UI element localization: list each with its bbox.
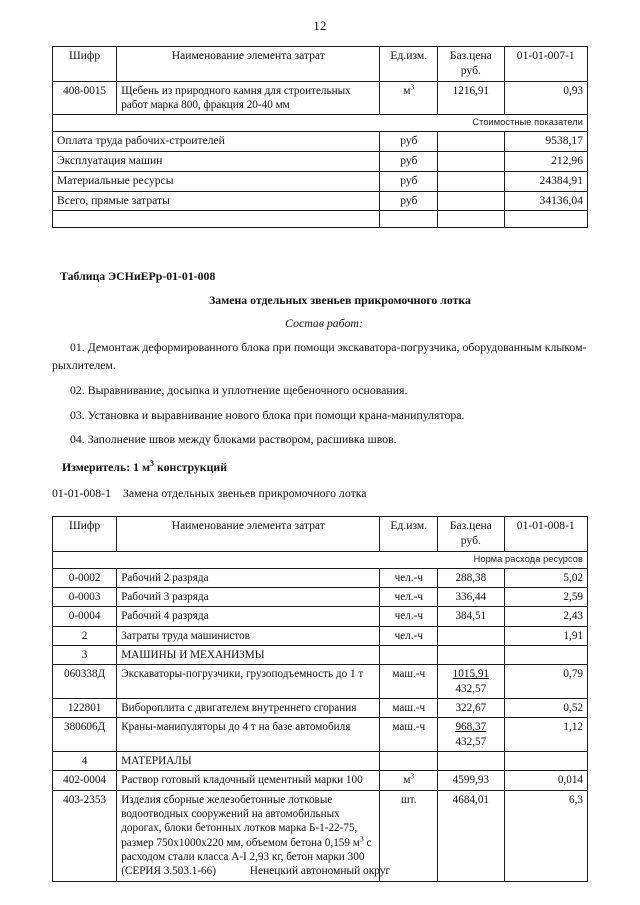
summary-unit: руб xyxy=(380,171,438,191)
norm-code: 01-01-008-1 xyxy=(52,485,111,500)
cell-unit xyxy=(380,771,438,790)
cell-unit: маш.-ч xyxy=(380,665,438,699)
cell-name-sup: 3 xyxy=(359,833,364,843)
cell-name: МАШИНЫ И МЕХАНИЗМЫ xyxy=(117,646,380,665)
table-header-row xyxy=(53,47,588,82)
cell-value: 0,79 xyxy=(504,665,588,699)
izmeritel-line xyxy=(52,459,588,477)
cell-code: 2 xyxy=(53,626,117,645)
summary-price xyxy=(438,151,504,171)
table-row xyxy=(53,771,588,790)
work-item: 01. Демонтаж деформированного блока при помощи экскаватора-погрузчика, оборудованным клыком-рыхлителем. xyxy=(52,340,587,373)
summary-value: 9538,17 xyxy=(504,132,588,152)
summary-spacer-row xyxy=(53,211,588,228)
table-label: Таблица ЭСНиЕРр-01-01-008 xyxy=(60,269,216,284)
header-cell-unit: Ед.изм. xyxy=(380,517,438,552)
cell-price: 322,67 xyxy=(438,698,504,717)
table-row xyxy=(53,665,588,699)
summary-label: Материальные ресурсы xyxy=(53,171,380,191)
cell-price-base: 968,37 xyxy=(455,721,487,734)
cell-name: Рабочий 3 разряда xyxy=(117,588,380,607)
cell-name: Щебень из природного камня для строительных работ марка 800, фракция 20-40 мм xyxy=(117,81,380,115)
table-header-row xyxy=(53,517,588,552)
cell-price-secondary: 432,57 xyxy=(455,682,487,695)
header-cell-code: Шифр xyxy=(53,517,117,552)
summary-price xyxy=(438,132,504,152)
cell-value: 1,91 xyxy=(504,626,588,645)
cell-unit-text: м xyxy=(403,84,411,97)
cell-unit xyxy=(380,81,438,115)
summary-value: 34136,04 xyxy=(504,191,588,211)
summary-row xyxy=(53,132,588,152)
cell-unit: чел.-ч xyxy=(380,588,438,607)
spacer-cell xyxy=(438,211,504,228)
izmeritel-sup: 3 xyxy=(150,458,155,468)
summary-row xyxy=(53,151,588,171)
cell-name: Краны-манипуляторы до 4 т на базе автомобиля xyxy=(117,718,380,752)
section-spacer xyxy=(40,228,600,268)
summary-label: Оплата труда рабочих-строителей xyxy=(53,132,380,152)
summary-unit: руб xyxy=(380,191,438,211)
work-item: 03. Установка и выравнивание нового блока при помощи крана-манипулятора. xyxy=(70,407,465,422)
cell-unit-sup: 3 xyxy=(410,81,415,91)
table-group-heading-row xyxy=(53,751,588,770)
header-cell-price xyxy=(438,517,504,552)
section-band-row xyxy=(53,115,588,132)
norm-code-name: Замена отдельных звеньев прикромочного лотка xyxy=(122,485,367,500)
cell-code: 122801 xyxy=(53,698,117,717)
cell-unit: чел.-ч xyxy=(380,568,438,587)
header-cell-code: Шифр xyxy=(53,47,117,82)
cell-name: Рабочий 2 разряда xyxy=(117,568,380,587)
cell-name: Вибороплита с двигателем внутреннего сгорания xyxy=(117,698,380,717)
cell-price xyxy=(438,646,504,665)
cell-price: 384,51 xyxy=(438,607,504,626)
cell-price: 288,38 xyxy=(438,568,504,587)
cell-value: 0,014 xyxy=(504,771,588,790)
spacer-cell xyxy=(380,211,438,228)
page-number: 12 xyxy=(313,18,327,33)
cell-price xyxy=(438,665,504,699)
cell-code: 0-0004 xyxy=(53,607,117,626)
cell-code: 402-0004 xyxy=(53,771,117,790)
cell-unit-text: м xyxy=(403,774,411,787)
cell-code: 403-2353 xyxy=(53,790,117,881)
table-group-heading-row xyxy=(53,646,588,665)
summary-label: Эксплуатация машин xyxy=(53,151,380,171)
band-label: Норма расхода ресурсов xyxy=(53,551,588,568)
izmeritel-suffix: конструкций xyxy=(154,459,227,474)
cell-price: 336,44 xyxy=(438,588,504,607)
cell-price xyxy=(438,718,504,752)
work-item: 04. Заполнение швов между блоками раствором, расшивка швов. xyxy=(70,432,397,447)
cell-unit-sup: 3 xyxy=(410,771,415,781)
cell-value: 5,02 xyxy=(504,568,588,587)
summary-row xyxy=(53,171,588,191)
cell-price: 4684,01 xyxy=(438,790,504,881)
cell-name: Экскаваторы-погрузчики, грузоподъемность до 1 т xyxy=(117,665,380,699)
cell-value: 0,93 xyxy=(504,81,588,115)
cell-code: 0-0003 xyxy=(53,588,117,607)
header-price-line2: руб. xyxy=(460,534,481,548)
cell-price-base: 1015,91 xyxy=(452,668,490,681)
table-row xyxy=(53,626,588,645)
header-price-line2: руб. xyxy=(460,63,481,77)
cell-code: 3 xyxy=(53,646,117,665)
cell-code: 060338Д xyxy=(53,665,117,699)
summary-unit: руб xyxy=(380,132,438,152)
header-price-line1: Баз.цена xyxy=(449,519,492,533)
cell-price xyxy=(438,751,504,770)
header-cell-value: 01-01-008-1 xyxy=(504,517,588,552)
cell-value: 6,3 xyxy=(504,790,588,881)
cell-name: Затраты труда машинистов xyxy=(117,626,380,645)
cost-table-top xyxy=(52,46,588,228)
header-cell-name: Наименование элемента затрат xyxy=(117,517,380,552)
cell-unit: шт. xyxy=(380,790,438,881)
resource-table-bottom xyxy=(52,516,588,881)
cell-code: 408-0015 xyxy=(53,81,117,115)
table-row xyxy=(53,588,588,607)
header-price-line1: Баз.цена xyxy=(449,49,492,62)
cell-price xyxy=(438,626,504,645)
summary-label: Всего, прямые затраты xyxy=(53,191,380,211)
header-cell-name: Наименование элемента затрат xyxy=(117,47,380,82)
cell-value: 2,43 xyxy=(504,607,588,626)
cell-name: Рабочий 4 разряда xyxy=(117,607,380,626)
izmeritel-prefix: Измеритель: 1 м xyxy=(62,459,151,474)
cell-value xyxy=(504,751,588,770)
section-band-row xyxy=(53,551,588,568)
norm-code-line xyxy=(52,485,588,503)
cell-value: 0,52 xyxy=(504,698,588,717)
cell-code: 0-0002 xyxy=(53,568,117,587)
cell-name: МАТЕРИАЛЫ xyxy=(117,751,380,770)
summary-value: 212,96 xyxy=(504,151,588,171)
band-label: Стоимостные показатели xyxy=(53,115,588,132)
cell-name: Изделия сборные железобетонные лотковые водоотводных сооружений на автомобильных дорогах, блоки бетонных лотков марка Б-1-22-75, размер 750х1000х220 мм, объемом бетона 0,159 $м^3$ с расходом стали класса А-I 2,93 кг, бетон марки 300 (СЕРИЯ 3.503.1-66) xyxy=(117,790,380,881)
table-row xyxy=(53,81,588,115)
cell-unit: маш.-ч xyxy=(380,718,438,752)
cell-price-secondary: 432,57 xyxy=(455,735,487,748)
section-spacer xyxy=(40,502,600,516)
cell-price: 4599,93 xyxy=(438,771,504,790)
table-row xyxy=(53,607,588,626)
spacer-cell xyxy=(504,211,588,228)
cell-unit xyxy=(380,646,438,665)
norm-title: Замена отдельных звеньев прикромочного лотка xyxy=(209,293,471,308)
spacer-cell xyxy=(53,211,380,228)
table-row xyxy=(53,718,588,752)
work-item: 02. Выравнивание, досыпка и уплотнение щебеночного основания. xyxy=(70,382,408,397)
norm-description-section xyxy=(52,268,588,502)
cell-value xyxy=(504,646,588,665)
summary-row xyxy=(53,191,588,211)
cell-unit: чел.-ч xyxy=(380,626,438,645)
summary-price xyxy=(438,191,504,211)
header-cell-unit: Ед.изм. xyxy=(380,47,438,82)
cell-unit: чел.-ч xyxy=(380,607,438,626)
cell-code: 4 xyxy=(53,751,117,770)
cell-code: 380606Д xyxy=(53,718,117,752)
sostav-rabot-label: Состав работ: xyxy=(285,315,363,330)
summary-price xyxy=(438,171,504,191)
page-footer: Ненецкий автономный округ xyxy=(249,865,391,877)
cell-unit xyxy=(380,751,438,770)
cell-name: Раствор готовый кладочный цементный марки 100 xyxy=(117,771,380,790)
cell-value: 2,59 xyxy=(504,588,588,607)
table-row xyxy=(53,698,588,717)
table-row xyxy=(53,568,588,587)
cell-price: 1216,91 xyxy=(438,81,504,115)
summary-value: 24384,91 xyxy=(504,171,588,191)
cell-unit: маш.-ч xyxy=(380,698,438,717)
header-cell-price xyxy=(438,47,504,82)
cell-value: 1,12 xyxy=(504,718,588,752)
summary-unit: руб xyxy=(380,151,438,171)
header-cell-value: 01-01-007-1 xyxy=(504,47,588,82)
